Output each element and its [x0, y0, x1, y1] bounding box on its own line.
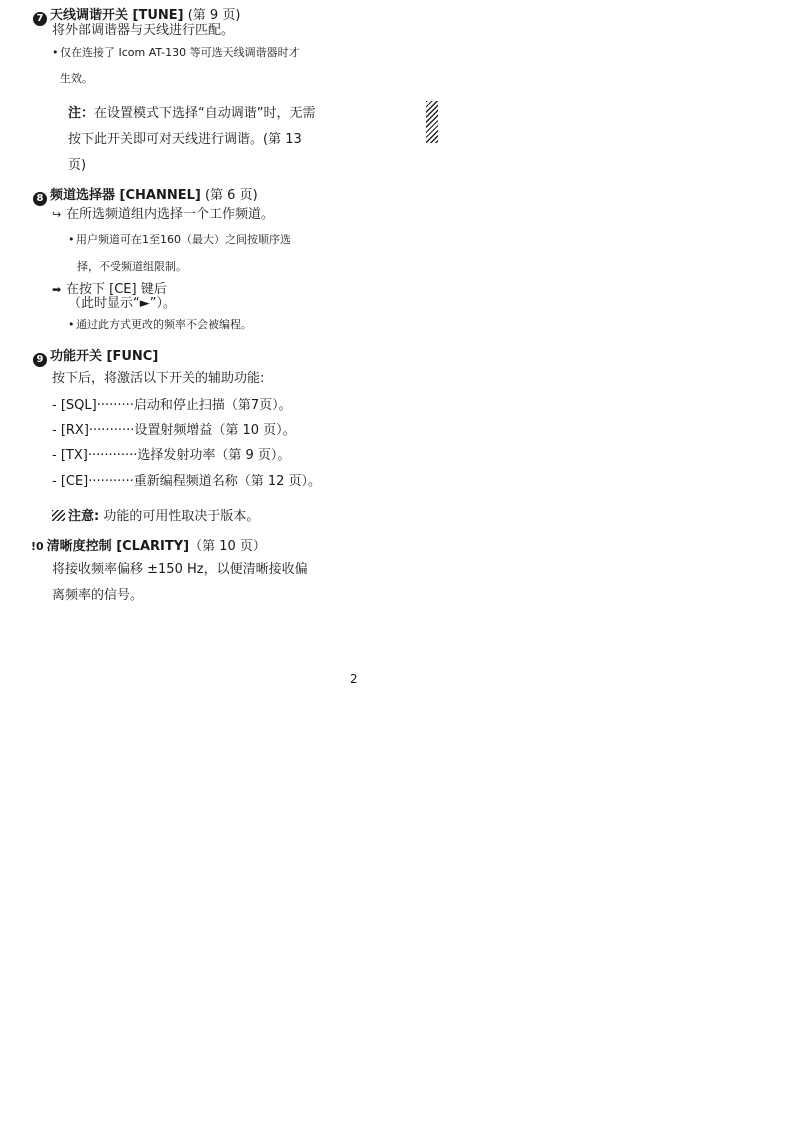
section-7-bullet	[52, 46, 300, 60]
bullet-icon: •	[52, 46, 59, 59]
section-8-bullet-2	[68, 318, 252, 332]
section-title: 天线调谐开关 [TUNE]	[50, 8, 184, 23]
function-list-item: - [CE]···········重新编程频道名称（第 12 页）。	[52, 474, 322, 489]
page-number: 2	[350, 672, 358, 686]
section-10-heading	[31, 539, 266, 555]
section-7-description: 将外部调谐器与天线进行匹配。	[52, 23, 235, 38]
hook-right-arrow-icon: ↪	[52, 208, 62, 221]
section-8-step-1	[52, 207, 274, 223]
section-title: 清晰度控制 [CLARITY]	[46, 539, 190, 554]
function-list-item: - [SQL]·········启动和停止扫描（第7页）。	[52, 398, 292, 413]
step-text: 在按下 [CE] 键后	[66, 282, 167, 297]
bullet-text: 仅在连接了 Icom AT-130 等可选天线调谐器时才	[60, 46, 300, 59]
page-reference: (第 9 页)	[183, 8, 241, 23]
function-list-item: - [RX]···········设置射频增益（第 10 页）。	[52, 423, 296, 438]
bullet-icon: •	[68, 318, 75, 331]
bullet-text: 通过此方式更改的频率不会被编程。	[76, 318, 252, 331]
section-number-label: !0	[31, 540, 44, 553]
note-label: 注意:	[68, 509, 100, 524]
section-9-description: 按下后，将激活以下开关的辅助功能:	[52, 371, 265, 386]
section-10-line-2: 离频率的信号。	[52, 588, 144, 603]
section-7-note-line-1	[68, 106, 316, 122]
bold-right-arrow-icon: ➡	[52, 283, 62, 296]
section-number-badge: 8	[33, 192, 47, 206]
note-text: 功能的可用性取决于版本。	[99, 509, 260, 524]
section-7-bullet-continuation: 生效。	[60, 72, 93, 85]
section-8-bullet-1	[68, 233, 291, 247]
bullet-icon: •	[68, 233, 75, 246]
function-list-item: - [TX]············选择发射功率（第 9 页）。	[52, 448, 291, 463]
hatched-note-icon	[426, 101, 438, 143]
page-reference: (第 6 页)	[200, 188, 258, 203]
section-number-badge: 9	[33, 353, 47, 367]
section-9-heading	[33, 349, 158, 367]
section-title: 频道选择器 [CHANNEL]	[50, 188, 201, 203]
step-text: 在所选频道组内选择一个工作频道。	[66, 207, 275, 222]
page-reference: （第 10 页）	[189, 539, 266, 554]
section-9-note	[52, 509, 259, 525]
section-number-badge: 7	[33, 12, 47, 26]
section-title: 功能开关 [FUNC]	[50, 349, 159, 364]
hatched-note-icon	[52, 510, 65, 521]
section-8-step-2-continuation: （此时显示“►”）。	[68, 296, 176, 311]
note-text: 在设置模式下选择“自动调谐”时，无需	[94, 106, 316, 121]
section-10-line-1: 将接收频率偏移 ±150 Hz，以便清晰接收偏	[52, 562, 308, 577]
section-7-note-line-3: 页)	[68, 158, 87, 173]
section-8-heading	[33, 188, 258, 206]
bullet-text: 用户频道可在1至160（最大）之间按顺序选	[76, 233, 291, 246]
note-label: 注：	[68, 106, 95, 121]
section-7-note-line-2: 按下此开关即可对天线进行调谐。(第 13	[68, 132, 302, 147]
section-8-bullet-1-continuation: 择，不受频道组限制。	[77, 260, 187, 273]
